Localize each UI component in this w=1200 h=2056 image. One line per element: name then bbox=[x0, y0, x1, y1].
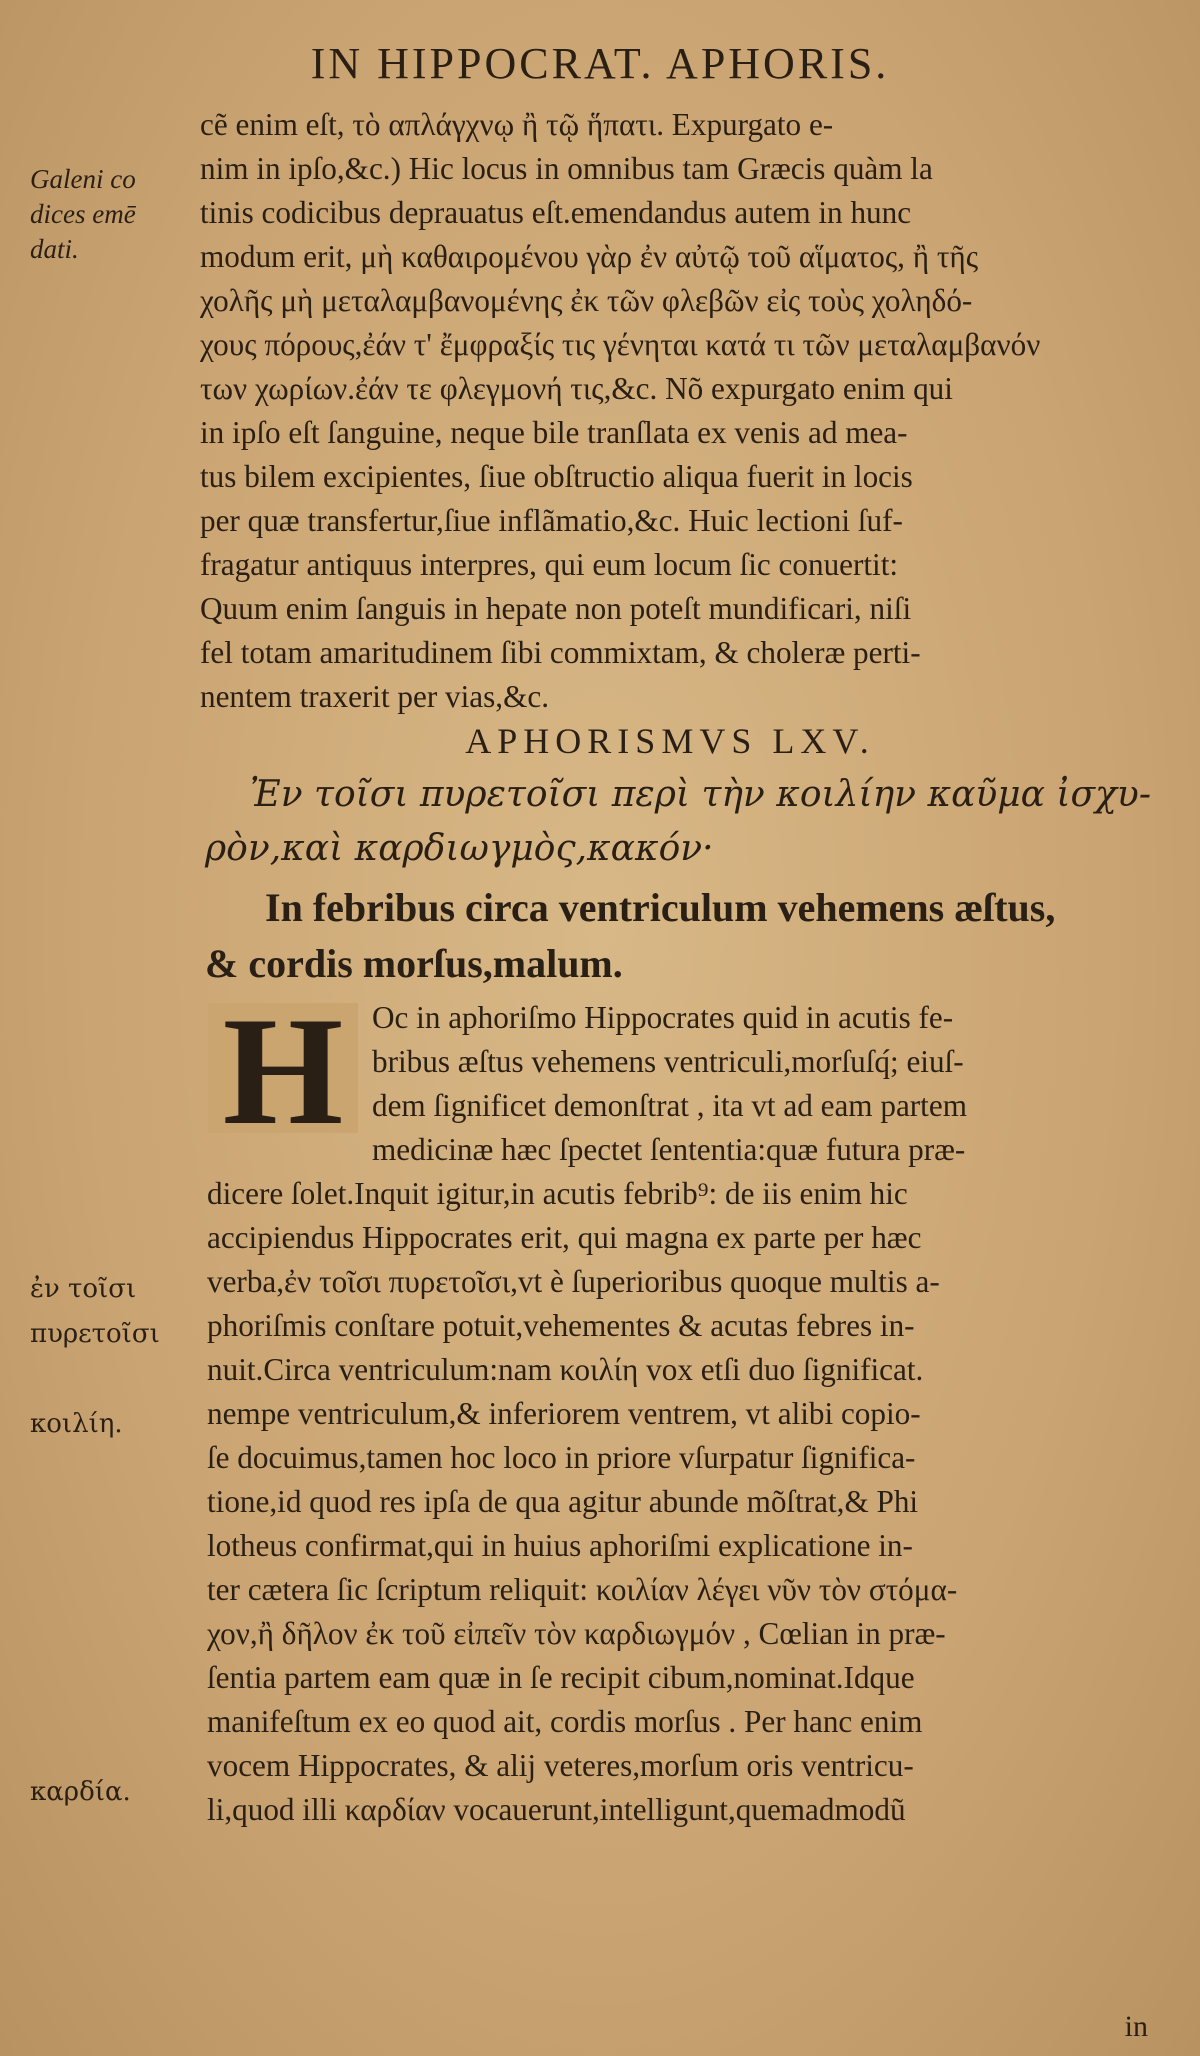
margin-line: κοιλίη. bbox=[30, 1409, 123, 1439]
text-line: Quum enim ſanguis in hepate non poteſt mundificari, niſi bbox=[200, 591, 912, 626]
text-line: cẽ enim eſt, τὸ απλάγχνῳ ἢ τῷ ἥπατι. Expurgato e- bbox=[200, 107, 834, 142]
text-line: verba,ἐν τοῖσι πυρετοῖσι,vt è ſuperioribus quoque multis a- bbox=[207, 1264, 940, 1299]
text-line: nentem traxerit per vias,&c. bbox=[200, 679, 549, 714]
text-line: χον,ἢ δῆλον ἐκ τοῦ εἰπεῖν τὸν καρδιωγμόν , Cœlian in præ- bbox=[207, 1616, 946, 1651]
text-line: dicere ſolet.Inquit igitur,in acutis febrib⁹: de iis enim hic bbox=[207, 1176, 908, 1211]
aphorism-heading: APHORISMVS LXV. bbox=[465, 721, 875, 761]
margin-line: Galeni co bbox=[30, 164, 136, 194]
margin-line: dices emē bbox=[30, 199, 136, 229]
catchword: in bbox=[1124, 2010, 1148, 2043]
greek-aphorism bbox=[200, 768, 1160, 876]
text-line: medicinæ hæc ſpectet ſententia:quæ futura præ- bbox=[372, 1132, 966, 1167]
margin-line: dati. bbox=[30, 234, 79, 264]
text-line: tinis codicibus deprauatus eſt.emendandus autem in hunc bbox=[200, 195, 912, 230]
commentary-intro bbox=[372, 996, 1144, 1172]
text-line: των χωρίων.ἐάν τε φλεγμονή τις,&c. Nõ expurgato enim qui bbox=[200, 371, 953, 406]
margin-note-koilie bbox=[30, 1407, 190, 1442]
text-line: ſe docuimus,tamen hoc loco in priore vſurpatur ſignifica- bbox=[207, 1440, 916, 1475]
text-line: vocem Hippocrates, & alij veteres,morſum oris ventricu- bbox=[207, 1748, 914, 1783]
text-line: accipiendus Hippocrates erit, qui magna ex parte per hæc bbox=[207, 1220, 922, 1255]
text-line: phoriſmis conſtare potuit,vehementes & acutas febres in- bbox=[207, 1308, 915, 1343]
text-line: ter cætera ſic ſcriptum reliquit: κοιλίαν λέγει νῦν τὸν στόμα- bbox=[207, 1572, 958, 1607]
commentary-top bbox=[200, 103, 1140, 719]
margin-note-kardia bbox=[30, 1775, 190, 1810]
text-line: per quæ transfertur,ſiue inflãmatio,&c. Huic lectioni ſuf- bbox=[200, 503, 903, 538]
text-line: manifeſtum ex eo quod ait, cordis morſus . Per hanc enim bbox=[207, 1704, 923, 1739]
text-line: lotheus confirmat,qui in huius aphoriſmi explicatione in- bbox=[207, 1528, 913, 1563]
drop-cap-initial bbox=[208, 1003, 358, 1133]
greek-line: Ἐν τοῖσι πυρετοῖσι περὶ τὴν κοιλίην καῦμα ἰσχυ- bbox=[250, 774, 1151, 815]
margin-note-en-tois bbox=[30, 1272, 190, 1352]
commentary-body bbox=[207, 1172, 1152, 1832]
text-line: modum erit, μὴ καθαιρομένου γὰρ ἐν αὐτῷ τοῦ αἵματος, ἢ τῆς bbox=[200, 239, 979, 274]
text-line: bribus æſtus vehemens ventriculi,morſuſq́; eiuſ- bbox=[372, 1044, 964, 1079]
latin-line: & cordis morſus,malum. bbox=[205, 941, 623, 986]
text-line: Oc in aphoriſmo Hippocrates quid in acutis fe- bbox=[372, 1000, 954, 1035]
text-line: fragatur antiquus interpres, qui eum locum ſic conuertit: bbox=[200, 547, 899, 582]
margin-line: καρδία. bbox=[30, 1777, 131, 1807]
text-line: tus bilem excipientes, ſiue obſtructio aliqua fuerit in locis bbox=[200, 459, 913, 494]
text-line: nempe ventriculum,& inferiorem ventrem, vt alibi copio- bbox=[207, 1396, 921, 1431]
text-line: nim in ipſo,&c.) Hic locus in omnibus tam Græcis quàm la bbox=[200, 151, 933, 186]
running-head: IN HIPPOCRAT. APHORIS. bbox=[310, 39, 890, 88]
text-line: χολῆς μὴ μεταλαμβανομένης ἐκ τῶν φλεβῶν εἰς τοὺς χοληδό- bbox=[200, 283, 973, 318]
text-line: fel totam amaritudinem ſibi commixtam, & choleræ perti- bbox=[200, 635, 921, 670]
text-line: tione,id quod res ipſa de qua agitur abunde mõſtrat,& Phi bbox=[207, 1484, 919, 1519]
text-line: in ipſo eſt ſanguine, neque bile tranſlata ex venis ad mea- bbox=[200, 415, 908, 450]
text-line: dem ſignificet demonſtrat , ita vt ad eam partem bbox=[372, 1088, 967, 1123]
text-line: χους πόρους,ἐάν τ' ἔμφραξίς τις γένηται κατά τι τῶν μεταλαμβανόν bbox=[200, 327, 1041, 362]
latin-aphorism bbox=[205, 880, 1165, 992]
margin-line: πυρετοῖσι bbox=[30, 1319, 160, 1349]
text-line: ſentia partem eam quæ in ſe recipit cibum,nominat.Idque bbox=[207, 1660, 915, 1695]
latin-line: In febribus circa ventriculum vehemens æſtus, bbox=[265, 885, 1056, 930]
greek-line: ρὸν,καὶ καρδιωγμὸς,κακόν· bbox=[205, 828, 714, 869]
drop-cap-letter: H bbox=[222, 1003, 344, 1133]
margin-note-galeni bbox=[30, 162, 190, 267]
text-line: li,quod illi καρδίαν vocauerunt,intelligunt,quemadmodũ bbox=[207, 1792, 906, 1827]
text-line: nuit.Circa ventriculum:nam κοιλίη vox etſi duo ſignificat. bbox=[207, 1352, 924, 1387]
margin-line: ἐν τοῖσι bbox=[30, 1274, 137, 1304]
